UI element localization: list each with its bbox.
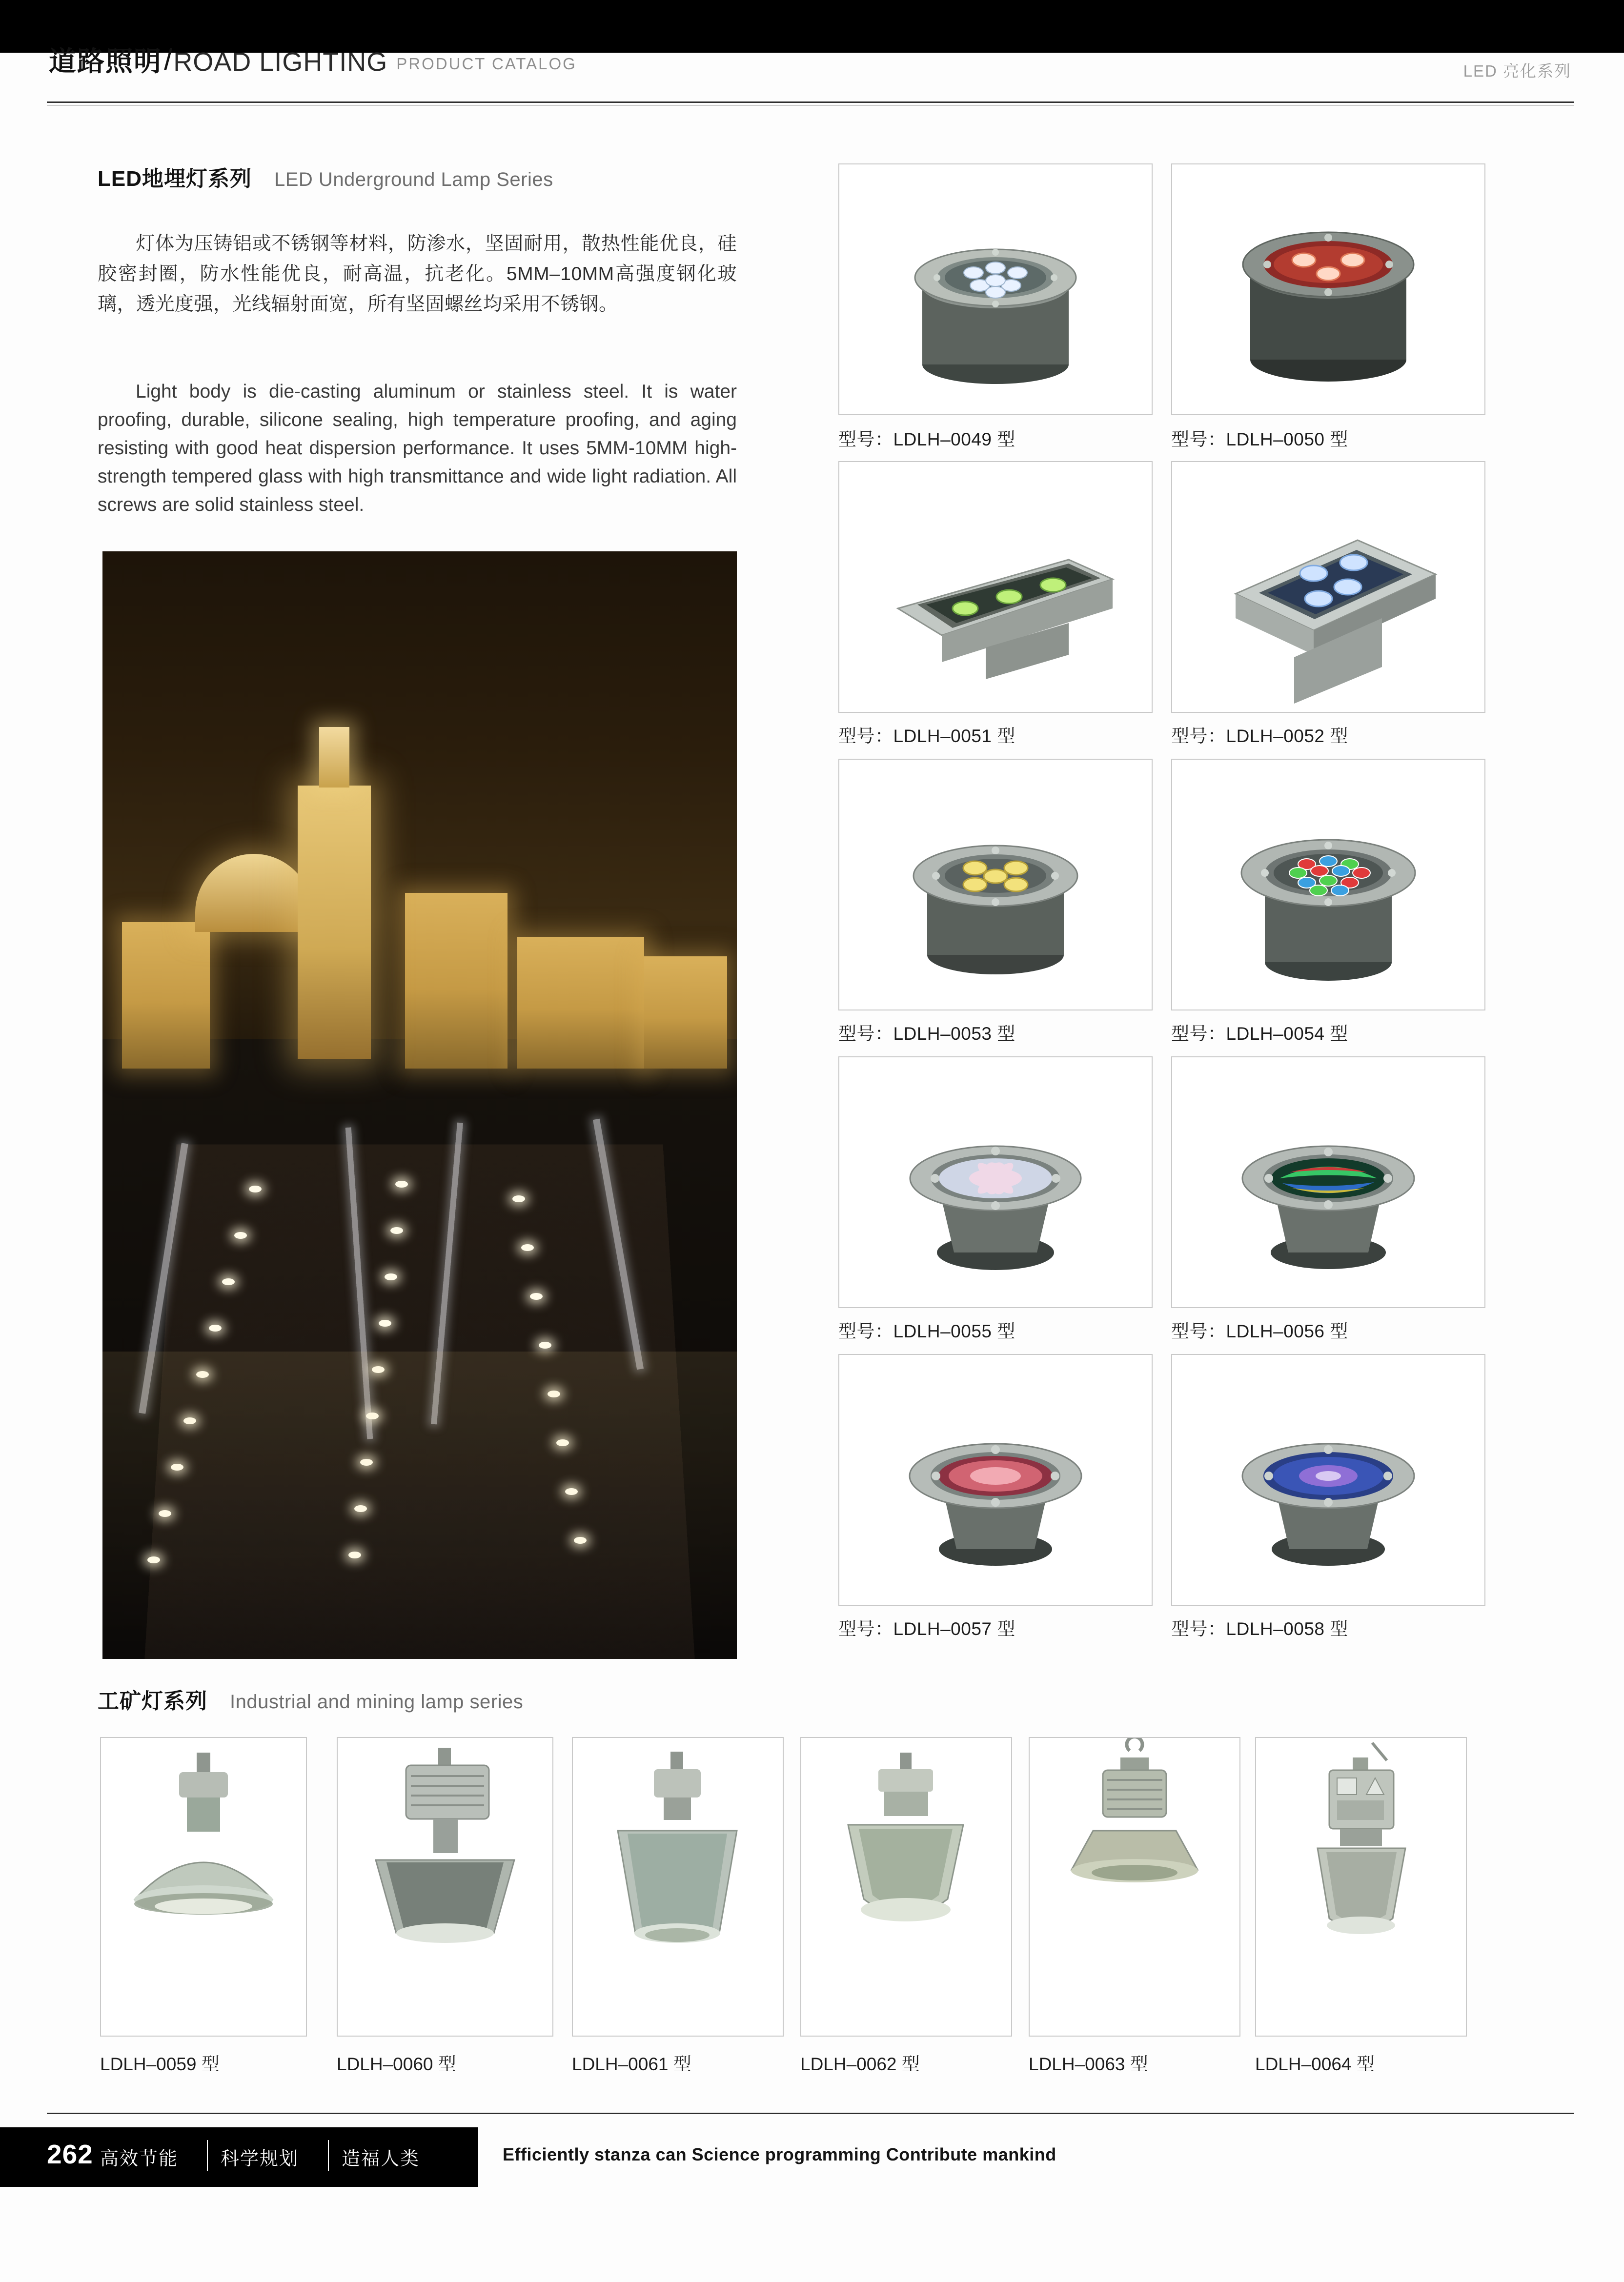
product-label-LDLH-0057: 型号：LDLH–0057 型: [838, 1619, 1015, 1639]
photo-building: [517, 937, 644, 1069]
underground-paragraph-en: [98, 378, 737, 519]
photo-building: [122, 922, 210, 1069]
product-card-LDLH-0050: [1171, 163, 1485, 415]
footer-slogan-cn-1: 高效节能: [100, 2149, 179, 2169]
industrial-title-en: Industrial and mining lamp series: [230, 1691, 524, 1713]
header-divider-thin: [47, 105, 1574, 106]
product-card-LDLH-0058: [1171, 1354, 1485, 1606]
header-subtitle: PRODUCT CATALOG: [396, 55, 577, 73]
product-label-LDLH-0062: LDLH–0062 型: [800, 2054, 920, 2074]
header-title-cn: 道路照明: [49, 46, 162, 77]
lamp-icon-LDLH-0052: [1172, 462, 1484, 712]
product-card-LDLH-0053: [838, 759, 1153, 1010]
product-label-LDLH-0060: LDLH–0060 型: [337, 2054, 456, 2074]
product-label-LDLH-0051: 型号：LDLH–0051 型: [838, 726, 1015, 746]
product-card-LDLH-0056: [1171, 1056, 1485, 1308]
lamp-icon-LDLH-0049: [839, 164, 1152, 414]
product-card-LDLH-0054: [1171, 759, 1485, 1010]
header-series-label: LED 亮化系列: [1463, 62, 1571, 80]
footer-separator-2: [328, 2140, 329, 2171]
lamp-icon-LDLH-0060: [338, 1738, 552, 2036]
footer-separator-1: [207, 2140, 208, 2171]
industrial-section-title: [98, 1683, 523, 1715]
lamp-icon-LDLH-0063: [1030, 1738, 1239, 2036]
underground-title-cn: LED地埋灯系列: [98, 167, 252, 191]
product-label-LDLH-0058: 型号：LDLH–0058 型: [1171, 1619, 1348, 1639]
lamp-icon-LDLH-0057: [839, 1355, 1152, 1605]
product-label-LDLH-0064: LDLH–0064 型: [1255, 2054, 1375, 2074]
product-card-LDLH-0062: [800, 1737, 1012, 2037]
footer-slogan-cn-3: 造福人类: [342, 2149, 420, 2169]
lamp-icon-LDLH-0061: [573, 1738, 783, 2036]
header-slash: /: [164, 43, 173, 77]
underground-title-en: LED Underground Lamp Series: [274, 169, 553, 190]
product-card-LDLH-0055: [838, 1056, 1153, 1308]
product-card-LDLH-0051: [838, 461, 1153, 713]
industrial-title-cn: 工矿灯系列: [98, 1689, 207, 1713]
product-card-LDLH-0060: [337, 1737, 553, 2037]
page-header: [0, 0, 1624, 122]
product-label-LDLH-0053: 型号：LDLH–0053 型: [838, 1024, 1015, 1044]
lamp-icon-LDLH-0064: [1256, 1738, 1466, 2036]
underground-paragraph-en-text: Light body is die-casting aluminum or stainless steel. It is water proofing, durable, silicone sealing, high temperature proofing, and aging resisting with good heat dispersion performance. It uses 5MM-10MM high-strength tempered glass with high transmittance and wide light radiation. All screws are solid stainless steel.: [98, 381, 737, 515]
footer-slogan-en: Efficiently stanza can Science programming Contribute mankind: [503, 2144, 1056, 2164]
lamp-icon-LDLH-0050: [1172, 164, 1484, 414]
product-label-LDLH-0059: LDLH–0059 型: [100, 2054, 220, 2074]
page-number: 262: [47, 2139, 93, 2169]
night-scene-photo: [102, 551, 737, 1659]
lamp-icon-LDLH-0054: [1172, 760, 1484, 1010]
product-card-LDLH-0052: [1171, 461, 1485, 713]
product-card-LDLH-0057: [838, 1354, 1153, 1606]
photo-reflection: [102, 1352, 737, 1659]
product-label-LDLH-0056: 型号：LDLH–0056 型: [1171, 1321, 1348, 1341]
product-card-LDLH-0049: [838, 163, 1153, 415]
product-label-LDLH-0049: 型号：LDLH–0049 型: [838, 429, 1015, 449]
product-label-LDLH-0061: LDLH–0061 型: [572, 2054, 691, 2074]
underground-paragraph-cn: [98, 229, 737, 320]
product-label-LDLH-0050: 型号：LDLH–0050 型: [1171, 429, 1348, 449]
product-label-LDLH-0052: 型号：LDLH–0052 型: [1171, 726, 1348, 746]
product-label-LDLH-0063: LDLH–0063 型: [1029, 2054, 1148, 2074]
product-card-LDLH-0059: [100, 1737, 307, 2037]
product-card-LDLH-0063: [1029, 1737, 1240, 2037]
lamp-icon-LDLH-0051: [839, 462, 1152, 712]
photo-building: [405, 893, 508, 1069]
underground-section-title: [98, 161, 553, 192]
product-label-LDLH-0054: 型号：LDLH–0054 型: [1171, 1024, 1348, 1044]
product-card-LDLH-0064: [1255, 1737, 1467, 2037]
lamp-icon-LDLH-0053: [839, 760, 1152, 1010]
underground-paragraph-cn-text: 灯体为压铸铝或不锈钢等材料，防渗水，坚固耐用，散热性能优良，硅胶密封圈，防水性能优良，耐高温，抗老化。5MM–10MM高强度钢化玻璃，透光度强，光线辐射面宽，所有坚固螺丝均采用不锈钢。: [98, 233, 737, 315]
lamp-icon-LDLH-0055: [839, 1057, 1152, 1307]
photo-building: [644, 956, 727, 1069]
lamp-icon-LDLH-0058: [1172, 1355, 1484, 1605]
footer-divider: [47, 2113, 1574, 2114]
header-title-en: ROAD LIGHTING: [173, 47, 388, 77]
lamp-icon-LDLH-0056: [1172, 1057, 1484, 1307]
lamp-icon-LDLH-0062: [801, 1738, 1011, 2036]
footer-slogan-cn-2: 科学规划: [221, 2149, 299, 2169]
photo-clock-tower: [298, 786, 371, 1059]
header-title-group: [49, 45, 577, 75]
product-card-LDLH-0061: [572, 1737, 784, 2037]
product-label-LDLH-0055: 型号：LDLH–0055 型: [838, 1321, 1015, 1341]
header-divider: [47, 101, 1574, 103]
lamp-icon-LDLH-0059: [101, 1738, 306, 2036]
